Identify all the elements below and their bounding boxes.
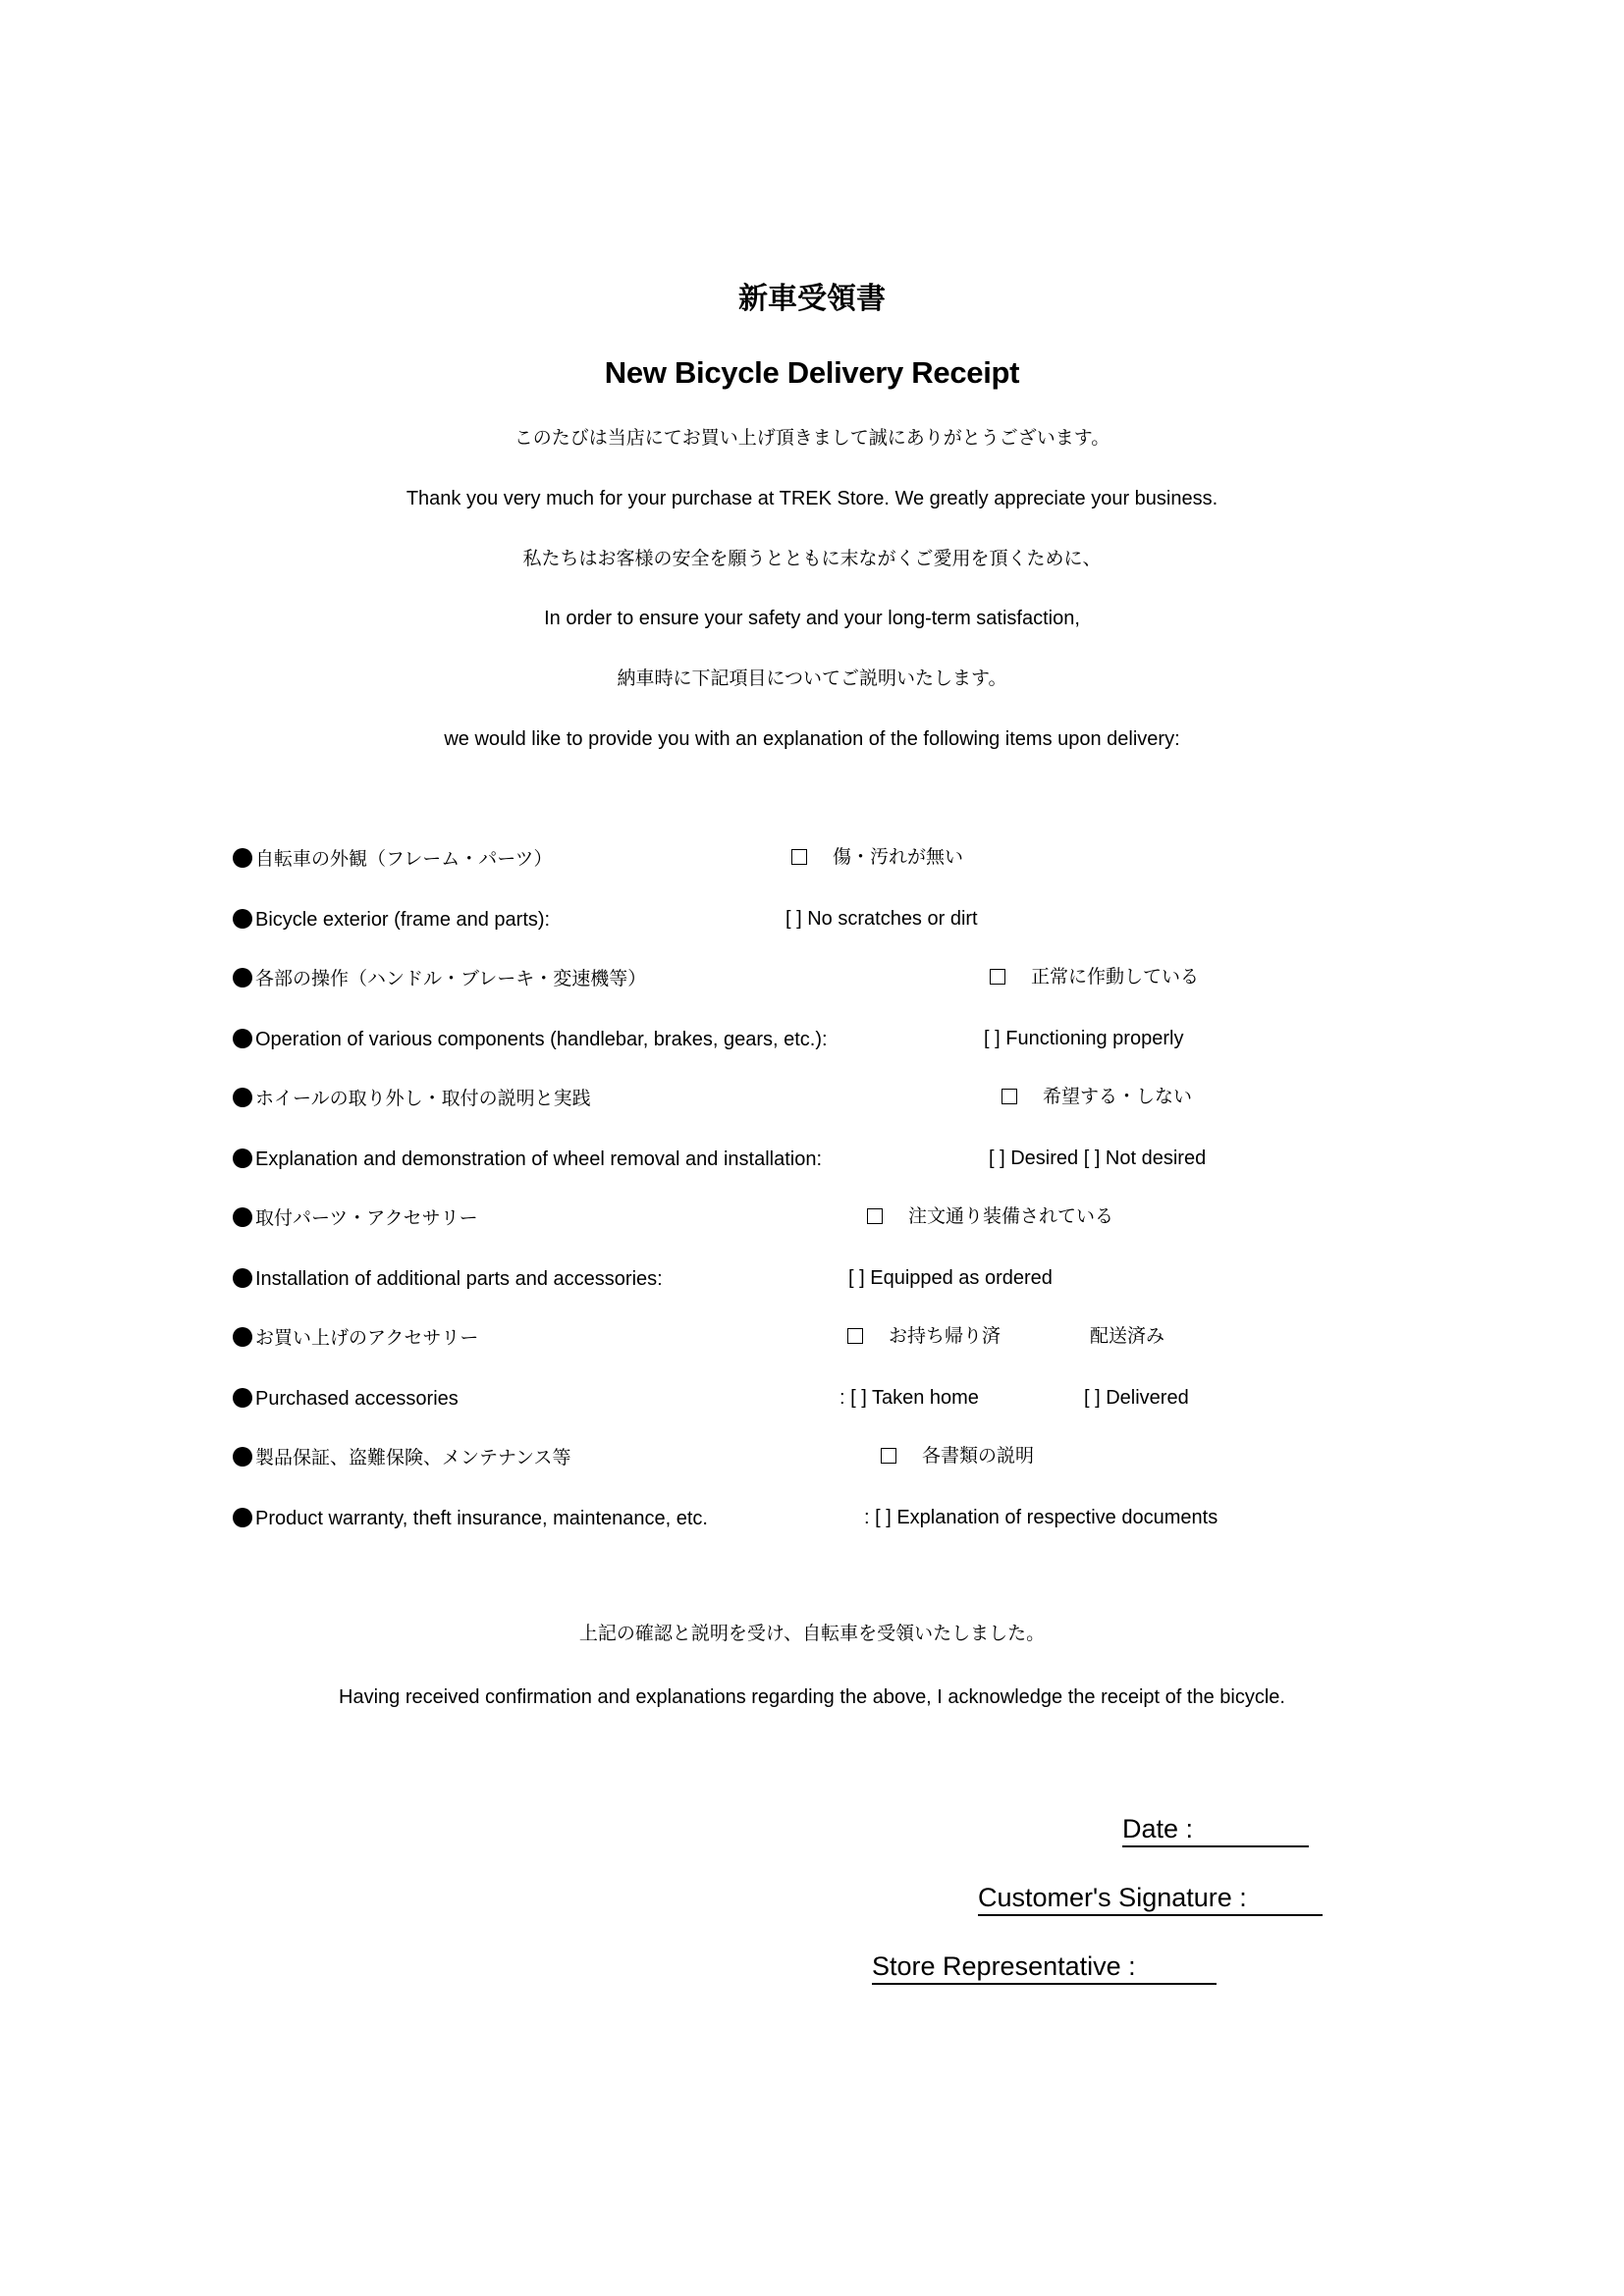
checklist-item-6-en-option[interactable]: : [ ] Explanation of respective documents [864,1507,1218,1528]
bullet-icon [233,1029,252,1048]
checklist-item-4-jp-label: 取付パーツ・アクセサリー [233,1207,478,1228]
checklist-item-2-en-label: Operation of various components (handlebar, brakes, gears, etc.): [233,1029,828,1049]
checklist-item-4-en-label: Installation of additional parts and accessories: [233,1268,663,1289]
checklist-item-4-jp-option[interactable]: 注文通り装備されている [867,1207,1113,1226]
checkbox-icon[interactable] [990,969,1005,985]
checklist-item-3-en-label: Explanation and demonstration of wheel removal and installation: [233,1148,822,1169]
checklist-item-2-jp-option[interactable]: 正常に作動している [990,968,1199,987]
closing-en: Having received confirmation and explanations regarding the above, I acknowledge the receipt of the bicycle. [339,1686,1285,1708]
bullet-icon [233,1088,252,1107]
intro-line-jp-2: 私たちはお客様の安全を願うとともに末ながくご愛用を頂くために、 [522,548,1102,569]
date-label: Date : [1122,1814,1194,1843]
checklist-item-3-jp-option[interactable]: 希望する・しない [1001,1088,1192,1106]
intro-line-en-1: Thank you very much for your purchase at TREK Store. We greatly appreciate your business. [406,488,1218,509]
title-jp: 新車受領書 [738,282,886,316]
checklist-item-2-en-option[interactable]: [ ] Functioning properly [984,1028,1184,1049]
checklist-item-5-en-label: Purchased accessories [233,1388,459,1409]
store-representative-label: Store Representative : [872,1951,1136,1981]
bullet-icon [233,1388,252,1408]
checkbox-icon[interactable] [847,1328,863,1344]
checklist-item-6-jp-label: 製品保証、盗難保険、メンテナンス等 [233,1447,570,1468]
checklist-item-1-en-label: Bicycle exterior (frame and parts): [233,909,550,930]
checklist-item-3-en-option[interactable]: [ ] Desired [ ] Not desired [989,1148,1207,1169]
checklist-item-5-jp-label: お買い上げのアクセサリー [233,1327,478,1348]
checkbox-icon[interactable] [1001,1089,1017,1104]
customer-signature-field[interactable] [978,1885,1323,1916]
store-representative-field[interactable] [872,1953,1217,1985]
checkbox-icon[interactable] [867,1208,883,1224]
checkbox-icon[interactable] [791,849,807,865]
intro-line-jp-3: 納車時に下記項目についてご説明いたします。 [617,667,1007,689]
bullet-icon [233,1148,252,1168]
checklist-item-5-jp-option[interactable]: お持ち帰り済 [847,1327,1001,1346]
intro-line-jp-1: このたびは当店にてお買い上げ頂きまして誠にありがとうございます。 [514,427,1110,449]
bullet-icon [233,1268,252,1288]
checklist-item-1-jp-option[interactable]: 傷・汚れが無い [791,848,963,867]
checklist-item-1-en-option[interactable]: [ ] No scratches or dirt [785,908,978,930]
checklist-item-6-jp-option[interactable]: 各書類の説明 [881,1447,1034,1466]
date-field[interactable] [1122,1816,1309,1847]
bullet-icon [233,1327,252,1347]
bullet-icon [233,1207,252,1227]
checklist-item-5-jp-option-2[interactable]: 配送済み [1090,1325,1165,1347]
title-en: New Bicycle Delivery Receipt [604,355,1020,390]
checkbox-icon[interactable] [881,1448,896,1464]
bullet-icon [233,848,252,868]
checklist-item-4-en-option[interactable]: [ ] Equipped as ordered [848,1267,1053,1289]
bullet-icon [233,909,252,929]
checklist-item-1-jp-label: 自転車の外観（フレーム・パーツ） [233,848,552,869]
closing-jp: 上記の確認と説明を受け、自転車を受領いたしました。 [578,1623,1046,1644]
checklist-item-3-jp-label: ホイールの取り外し・取付の説明と実践 [233,1088,591,1108]
checklist-item-5-en-option-2[interactable]: [ ] Delivered [1084,1387,1189,1409]
intro-line-en-3: we would like to provide you with an explanation of the following items upon delivery: [444,728,1180,750]
bullet-icon [233,968,252,988]
intro-line-en-2: In order to ensure your safety and your long-term satisfaction, [544,608,1080,629]
bullet-icon [233,1508,252,1527]
checklist-item-6-en-label: Product warranty, theft insurance, maintenance, etc. [233,1508,708,1528]
bullet-icon [233,1447,252,1467]
checklist-item-5-en-option[interactable]: : [ ] Taken home [839,1387,979,1409]
customer-signature-label: Customer's Signature : [978,1883,1247,1912]
checklist-item-2-jp-label: 各部の操作（ハンドル・ブレーキ・変速機等） [233,968,646,988]
